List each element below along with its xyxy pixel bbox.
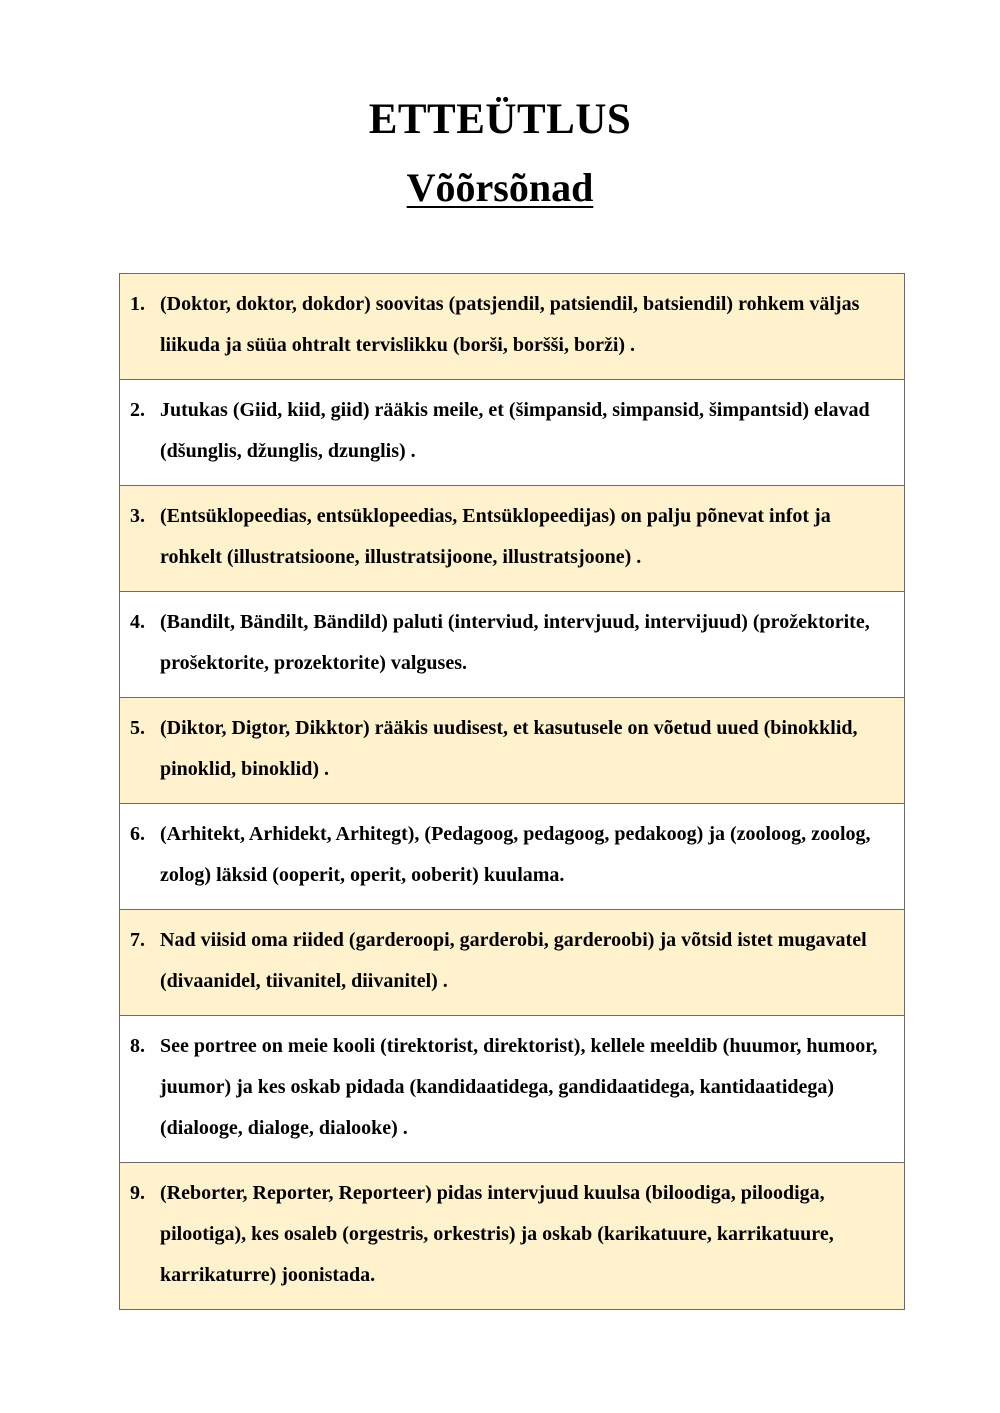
sentence-cell: [120, 698, 905, 804]
sentence-row-3: [120, 486, 905, 592]
sentence-item: [130, 496, 892, 578]
sentence-item: [130, 602, 892, 684]
sentence-row-5: [120, 698, 905, 804]
sentence-row-4: [120, 592, 905, 698]
page-subtitle-text: Võõrsõnad: [406, 165, 594, 210]
sentence-text: (Reborter, Reporter, Reporteer) pidas intervjuud kuulsa (biloodiga, piloodiga, pilootiga), kes osaleb (orgestris, orkestris) ja oskab (karikatuure, karrikatuure, karrikaturre) joonistada.: [160, 1182, 834, 1286]
sentence-text: (Entsüklopeedias, entsüklopeedias, Entsüklopeedijas) on palju põnevat infot ja rohkelt (illustratsioone, illustratsijoone, illustratsjoone) .: [160, 505, 831, 568]
sentence-cell: [120, 910, 905, 1016]
sentence-number: 9.: [130, 1182, 145, 1204]
sentence-cell: [120, 486, 905, 592]
sentence-item: [130, 284, 892, 366]
sentence-cell: [120, 274, 905, 380]
sentence-number: 8.: [130, 1035, 145, 1057]
sentence-text: (Diktor, Digtor, Dikktor) rääkis uudisest, et kasutusele on võetud uued (binokklid, pinoklid, binoklid) .: [160, 717, 858, 780]
sentence-text: (Arhitekt, Arhidekt, Arhitegt), (Pedagoog, pedagoog, pedakoog) ja (zooloog, zoolog, zolog) läksid (ooperit, operit, ooberit) kuulama.: [160, 823, 871, 886]
page-title: ETTEÜTLUS: [368, 96, 632, 143]
sentence-item: [130, 920, 892, 1002]
sentence-text: Nad viisid oma riided (garderoopi, garderobi, garderoobi) ja võtsid istet mugavatel (divaanidel, tiivanitel, diivanitel) .: [160, 929, 867, 992]
sentence-cell: [120, 1163, 905, 1310]
sentence-text: Jutukas (Giid, kiid, giid) rääkis meile, et (šimpansid, simpansid, šimpantsid) elavad (dšunglis, džunglis, dzunglis) .: [160, 399, 870, 462]
sentence-item: [130, 814, 892, 896]
sentence-row-8: [120, 1016, 905, 1163]
sentence-row-1: [120, 274, 905, 380]
sentence-item: [130, 1026, 892, 1149]
sentence-item: [130, 390, 892, 472]
sentence-number: 7.: [130, 929, 145, 951]
sentence-number: 2.: [130, 399, 145, 421]
sentence-text: See portree on meie kooli (tirektorist, direktorist), kellele meeldib (huumor, humoor, juumor) ja kes oskab pidada (kandidaatidega, gandidaatidega, kantidaatidega) (dialooge, dialoge, dialooke) .: [160, 1035, 878, 1139]
sentence-number: 3.: [130, 505, 145, 527]
sentence-row-7: [120, 910, 905, 1016]
sentence-text: (Bandilt, Bändilt, Bändild) paluti (interviud, intervjuud, intervijuud) (prožektorite, prošektorite, prozektorite) valguses.: [160, 611, 870, 674]
sentence-text: (Doktor, doktor, dokdor) soovitas (patsjendil, patsiendil, batsiendil) rohkem väljas liikuda ja süüa ohtralt tervislikku (borši, boršši, borži) .: [160, 293, 860, 356]
sentence-row-2: [120, 380, 905, 486]
sentence-row-9: [120, 1163, 905, 1310]
sentence-cell: [120, 380, 905, 486]
page-subtitle: [0, 163, 1000, 213]
sentence-number: 5.: [130, 717, 145, 739]
sentence-cell: [120, 1016, 905, 1163]
sentence-number: 4.: [130, 611, 145, 633]
sentence-item: [130, 708, 892, 790]
sentence-cell: [120, 592, 905, 698]
sentence-number: 1.: [130, 293, 145, 315]
sentence-row-6: [120, 804, 905, 910]
sentence-item: [130, 1173, 892, 1296]
sentence-cell: [120, 804, 905, 910]
sentence-number: 6.: [130, 823, 145, 845]
sentences-table: [119, 273, 905, 1310]
